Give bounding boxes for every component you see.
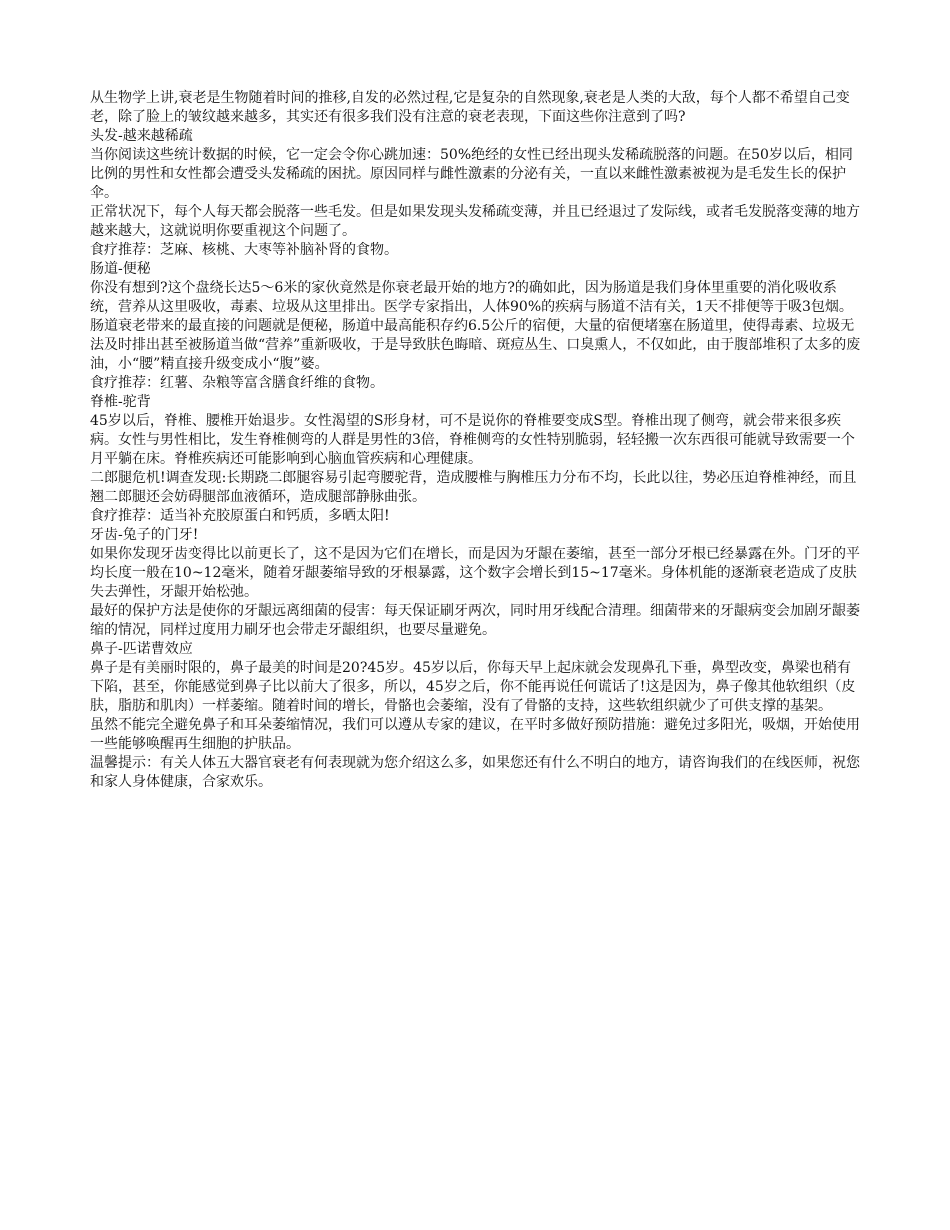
spine-paragraph-1: 45岁以后，脊椎、腰椎开始退步。女性渴望的S形身材，可不是说你的脊椎要变成S型。脊椎出现了侧弯，就会带来很多疾病。女性与男性相比，发生脊椎侧弯的人群是男性的3倍，脊椎侧弯的女性特别脆弱，轻轻搬一次东西很可能就导致需要一个月平躺在床。脊椎疾病还可能影响到心脑血管疾病和心理健康。 bbox=[90, 413, 855, 467]
intestine-paragraph-1: 你没有想到?这个盘绕长达5～6米的家伙竟然是你衰老最开始的地方?的确如此，因为肠道是我们身体里重要的消化吸收系统，营养从这里吸收，毒素、垃圾从这里排出。医学专家指出，人体90%的疾病与肠道不洁有关，1天不排便等于吸3包烟。 bbox=[90, 280, 853, 315]
hair-paragraph-1: 当你阅读这些统计数据的时候，它一定会令你心跳加速：50%绝经的女性已经出现头发稀疏脱落的问题。在50岁以后，相同比例的男性和女性都会遭受头发稀疏的困扰。原因同样与雌性激素的分泌有关，一直以来雌性激素被视为是毛发生长的保护伞。 bbox=[90, 147, 853, 201]
section-heading-spine: 脊椎-驼背 bbox=[90, 394, 151, 410]
teeth-paragraph-2: 最好的保护方法是使你的牙龈远离细菌的侵害：每天保证刷牙两次，同时用牙线配合清理。细菌带来的牙龈病变会加剧牙龈萎缩的情况，同样过度用力刷牙也会带走牙龈组织，也要尽量避免。 bbox=[90, 603, 860, 638]
spine-diet-tip: 食疗推荐：适当补充胶原蛋白和钙质，多晒太阳! bbox=[90, 508, 390, 524]
section-heading-hair: 头发-越来越稀疏 bbox=[90, 128, 193, 144]
section-heading-nose: 鼻子-匹诺曹效应 bbox=[90, 641, 193, 657]
section-heading-teeth: 牙齿-兔子的门牙! bbox=[90, 527, 199, 543]
intro-paragraph: 从生物学上讲,衰老是生物随着时间的推移,自发的必然过程,它是复杂的自然现象,衰老是人类的大敌，每个人都不希望自己变老，除了脸上的皱纹越来越多，其实还有很多我们没有注意的衰老表现，下面这些你注意到了吗? bbox=[90, 90, 850, 125]
nose-paragraph-1: 鼻子是有美丽时限的，鼻子最美的时间是20?45岁。45岁以后，你每天早上起床就会发现鼻孔下垂，鼻型改变，鼻梁也稍有下陷，甚至，你能感觉到鼻子比以前大了很多，所以，45岁之后，你不能再说任何谎话了!这是因为，鼻子像其他软组织（皮肤，脂肪和肌肉）一样萎缩。随着时间的增长，骨骼也会萎缩，没有了骨骼的支持，这些软组织就少了可供支撑的基架。 bbox=[90, 660, 856, 714]
nose-paragraph-2: 虽然不能完全避免鼻子和耳朵萎缩情况，我们可以遵从专家的建议，在平时多做好预防措施：避免过多阳光，吸烟，开始使用一些能够唤醒再生细胞的护肤品。 bbox=[90, 717, 860, 752]
article-body bbox=[90, 89, 862, 792]
intestine-paragraph-2: 肠道衰老带来的最直接的问题就是便秘，肠道中最高能积存约6.5公斤的宿便，大量的宿便堵塞在肠道里，使得毒素、垃圾无法及时排出甚至被肠道当做“营养”重新吸收，于是导致肤色晦暗、斑痘丛生、口臭熏人，不仅如此，由于腹部堆积了太多的废油，小“腰”精直接升级变成小“腹”婆。 bbox=[90, 318, 861, 372]
closing-tip: 温馨提示：有关人体五大器官衰老有何表现就为您介绍这么多，如果您还有什么不明白的地方，请咨询我们的在线医师，祝您和家人身体健康，合家欢乐。 bbox=[90, 755, 860, 790]
section-heading-intestine: 肠道-便秘 bbox=[90, 261, 151, 277]
intestine-diet-tip: 食疗推荐：红薯、杂粮等富含膳食纤维的食物。 bbox=[90, 375, 384, 391]
hair-paragraph-2: 正常状况下，每个人每天都会脱落一些毛发。但是如果发现头发稀疏变薄，并且已经退过了发际线，或者毛发脱落变薄的地方越来越大，这就说明你要重视这个问题了。 bbox=[90, 204, 860, 239]
teeth-paragraph-1: 如果你发现牙齿变得比以前更长了，这不是因为它们在增长，而是因为牙龈在萎缩，甚至一部分牙根已经暴露在外。门牙的平均长度一般在10~12毫米，随着牙龈萎缩导致的牙根暴露，这个数字会增长到15~17毫米。身体机能的逐渐衰老造成了皮肤失去弹性，牙龈开始松弛。 bbox=[90, 546, 860, 600]
spine-paragraph-2: 二郎腿危机!调查发现:长期跷二郎腿容易引起弯腰驼背，造成腰椎与胸椎压力分布不均，长此以往，势必压迫脊椎神经，而且翘二郎腿还会妨碍腿部血液循环，造成腿部静脉曲张。 bbox=[90, 470, 857, 505]
hair-diet-tip: 食疗推荐：芝麻、核桃、大枣等补脑补肾的食物。 bbox=[90, 242, 398, 258]
